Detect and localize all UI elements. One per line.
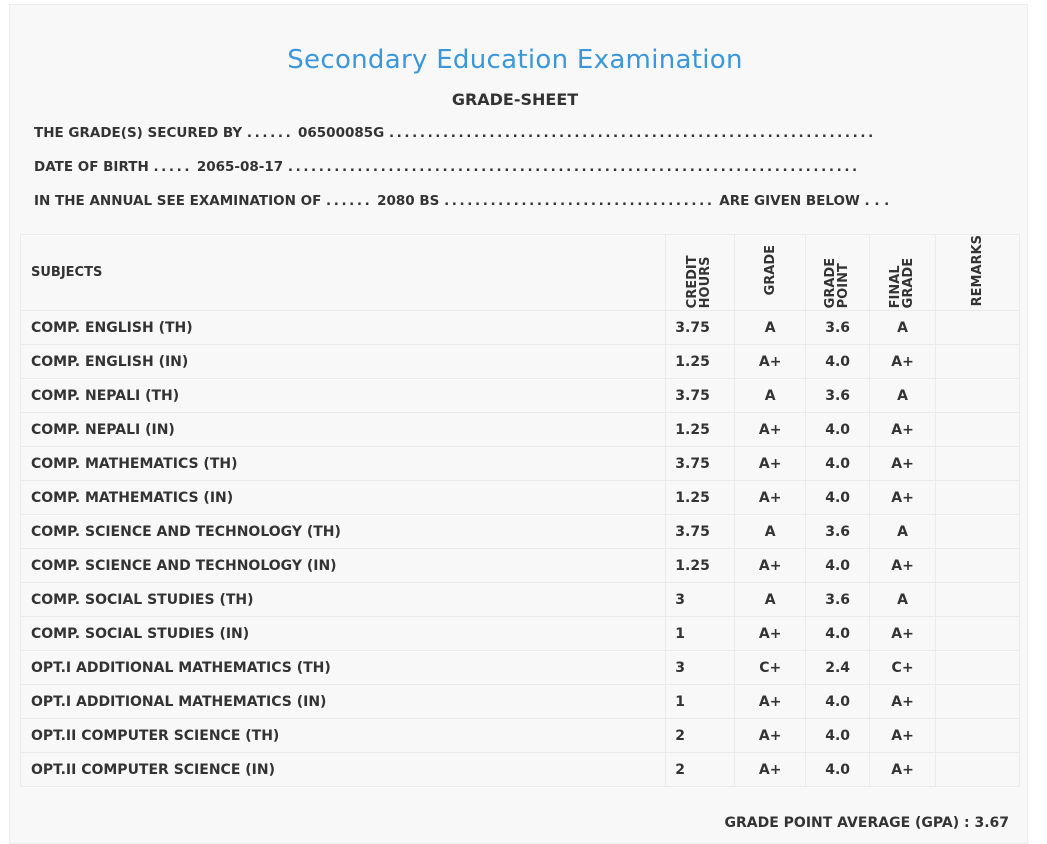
credit-hours-cell: 1.25 bbox=[666, 549, 735, 583]
gpa-value: 3.67 bbox=[974, 815, 1009, 831]
subject-cell: COMP. NEPALI (IN) bbox=[21, 413, 666, 447]
grade-cell: A bbox=[735, 583, 806, 617]
grade-cell: C+ bbox=[735, 651, 806, 685]
grade-cell: A+ bbox=[735, 481, 806, 515]
header-credit-hours: CREDIT HOURS bbox=[666, 235, 735, 311]
subject-cell: COMP. MATHEMATICS (IN) bbox=[21, 481, 666, 515]
dot-leader: ...... bbox=[326, 193, 373, 209]
grade-cell: A+ bbox=[735, 345, 806, 379]
remarks-cell bbox=[936, 583, 1020, 617]
grade-cell: A bbox=[735, 311, 806, 345]
grade-point-cell: 3.6 bbox=[806, 379, 870, 413]
grade-point-cell: 4.0 bbox=[806, 719, 870, 753]
dob-value: 2065-08-17 bbox=[196, 159, 284, 175]
table-row bbox=[21, 311, 1020, 345]
final-grade-cell: A+ bbox=[870, 549, 936, 583]
final-grade-cell: A+ bbox=[870, 481, 936, 515]
subject-cell: OPT.II COMPUTER SCIENCE (TH) bbox=[21, 719, 666, 753]
header-final-grade: FINAL GRADE bbox=[870, 235, 936, 311]
credit-hours-cell: 1 bbox=[666, 617, 735, 651]
subject-cell: COMP. ENGLISH (IN) bbox=[21, 345, 666, 379]
dot-leader: ............................................................... bbox=[388, 125, 876, 141]
final-grade-cell: A bbox=[870, 311, 936, 345]
remarks-cell bbox=[936, 379, 1020, 413]
table-row bbox=[21, 379, 1020, 413]
secured-by-line bbox=[34, 125, 876, 141]
final-grade-cell: A+ bbox=[870, 753, 936, 787]
credit-hours-cell: 2 bbox=[666, 719, 735, 753]
credit-hours-cell: 1.25 bbox=[666, 413, 735, 447]
subject-cell: COMP. SCIENCE AND TECHNOLOGY (IN) bbox=[21, 549, 666, 583]
grade-point-cell: 4.0 bbox=[806, 447, 870, 481]
credit-hours-cell: 1 bbox=[666, 685, 735, 719]
subject-cell: COMP. NEPALI (TH) bbox=[21, 379, 666, 413]
grades-table bbox=[20, 234, 1020, 787]
table-row bbox=[21, 413, 1020, 447]
header-grade-point: GRADE POINT bbox=[806, 235, 870, 311]
dob-label: DATE OF BIRTH bbox=[34, 159, 149, 175]
table-row bbox=[21, 345, 1020, 379]
subject-cell: OPT.I ADDITIONAL MATHEMATICS (IN) bbox=[21, 685, 666, 719]
final-grade-cell: A bbox=[870, 379, 936, 413]
gpa-summary bbox=[725, 815, 1010, 831]
grade-point-cell: 3.6 bbox=[806, 311, 870, 345]
exam-label: IN THE ANNUAL SEE EXAMINATION OF bbox=[34, 193, 322, 209]
table-row bbox=[21, 753, 1020, 787]
header-grade: GRADE bbox=[735, 235, 806, 311]
credit-hours-cell: 1.25 bbox=[666, 345, 735, 379]
grade-point-cell: 4.0 bbox=[806, 345, 870, 379]
credit-hours-cell: 3.75 bbox=[666, 515, 735, 549]
symbol-number: 06500085G bbox=[298, 125, 385, 141]
remarks-cell bbox=[936, 753, 1020, 787]
subject-cell: COMP. SOCIAL STUDIES (IN) bbox=[21, 617, 666, 651]
grade-point-cell: 3.6 bbox=[806, 515, 870, 549]
grade-point-cell: 4.0 bbox=[806, 549, 870, 583]
credit-hours-cell: 3.75 bbox=[666, 447, 735, 481]
dot-leader: .......................................................................... bbox=[287, 159, 860, 175]
subject-cell: COMP. MATHEMATICS (TH) bbox=[21, 447, 666, 481]
remarks-cell bbox=[936, 413, 1020, 447]
final-grade-cell: A bbox=[870, 583, 936, 617]
secured-by-label: THE GRADE(S) SECURED BY bbox=[34, 125, 243, 141]
subject-cell: OPT.I ADDITIONAL MATHEMATICS (TH) bbox=[21, 651, 666, 685]
gpa-label: GRADE POINT AVERAGE (GPA) : bbox=[724, 815, 970, 831]
subject-cell: COMP. SOCIAL STUDIES (TH) bbox=[21, 583, 666, 617]
credit-hours-cell: 3 bbox=[666, 583, 735, 617]
exam-suffix: ARE GIVEN BELOW . . . bbox=[719, 193, 890, 209]
remarks-cell bbox=[936, 685, 1020, 719]
final-grade-cell: A+ bbox=[870, 617, 936, 651]
remarks-cell bbox=[936, 617, 1020, 651]
table-row bbox=[21, 651, 1020, 685]
remarks-cell bbox=[936, 651, 1020, 685]
remarks-cell bbox=[936, 345, 1020, 379]
subject-cell: OPT.II COMPUTER SCIENCE (IN) bbox=[21, 753, 666, 787]
subject-cell: COMP. ENGLISH (TH) bbox=[21, 311, 666, 345]
grade-cell: A+ bbox=[735, 719, 806, 753]
grade-point-cell: 4.0 bbox=[806, 413, 870, 447]
final-grade-cell: C+ bbox=[870, 651, 936, 685]
final-grade-cell: A+ bbox=[870, 345, 936, 379]
remarks-cell bbox=[936, 481, 1020, 515]
final-grade-cell: A+ bbox=[870, 719, 936, 753]
grade-cell: A bbox=[735, 379, 806, 413]
credit-hours-cell: 3.75 bbox=[666, 379, 735, 413]
grade-point-cell: 4.0 bbox=[806, 481, 870, 515]
table-row bbox=[21, 617, 1020, 651]
subject-cell: COMP. SCIENCE AND TECHNOLOGY (TH) bbox=[21, 515, 666, 549]
remarks-cell bbox=[936, 447, 1020, 481]
grade-cell: A+ bbox=[735, 447, 806, 481]
credit-hours-cell: 3.75 bbox=[666, 311, 735, 345]
final-grade-cell: A+ bbox=[870, 685, 936, 719]
dot-leader: ..... bbox=[153, 159, 193, 175]
grade-point-cell: 2.4 bbox=[806, 651, 870, 685]
table-row bbox=[21, 481, 1020, 515]
exam-line bbox=[34, 193, 889, 209]
grade-point-cell: 4.0 bbox=[806, 685, 870, 719]
credit-hours-cell: 2 bbox=[666, 753, 735, 787]
grade-point-cell: 4.0 bbox=[806, 617, 870, 651]
grade-cell: A+ bbox=[735, 753, 806, 787]
table-row bbox=[21, 685, 1020, 719]
credit-hours-cell: 1.25 bbox=[666, 481, 735, 515]
grade-point-cell: 4.0 bbox=[806, 753, 870, 787]
remarks-cell bbox=[936, 719, 1020, 753]
grade-sheet bbox=[9, 4, 1028, 844]
table-row bbox=[21, 583, 1020, 617]
grade-cell: A bbox=[735, 515, 806, 549]
header-subjects: SUBJECTS bbox=[21, 235, 666, 311]
final-grade-cell: A bbox=[870, 515, 936, 549]
grade-cell: A+ bbox=[735, 549, 806, 583]
exam-title: Secondary Education Examination bbox=[287, 45, 743, 75]
credit-hours-cell: 3 bbox=[666, 651, 735, 685]
grade-point-cell: 3.6 bbox=[806, 583, 870, 617]
remarks-cell bbox=[936, 311, 1020, 345]
remarks-cell bbox=[936, 549, 1020, 583]
sheet-subtitle: GRADE-SHEET bbox=[451, 90, 579, 109]
final-grade-cell: A+ bbox=[870, 447, 936, 481]
table-row bbox=[21, 447, 1020, 481]
final-grade-cell: A+ bbox=[870, 413, 936, 447]
table-header-row bbox=[21, 235, 1020, 311]
header-remarks: REMARKS bbox=[936, 235, 1020, 311]
grade-cell: A+ bbox=[735, 685, 806, 719]
dob-line bbox=[34, 159, 860, 175]
table-row bbox=[21, 719, 1020, 753]
table-row bbox=[21, 515, 1020, 549]
dot-leader: ...... bbox=[246, 125, 294, 141]
grade-cell: A+ bbox=[735, 617, 806, 651]
table-row bbox=[21, 549, 1020, 583]
remarks-cell bbox=[936, 515, 1020, 549]
exam-year: 2080 BS bbox=[377, 193, 440, 209]
grade-cell: A+ bbox=[735, 413, 806, 447]
dot-leader: ................................... bbox=[444, 193, 715, 209]
